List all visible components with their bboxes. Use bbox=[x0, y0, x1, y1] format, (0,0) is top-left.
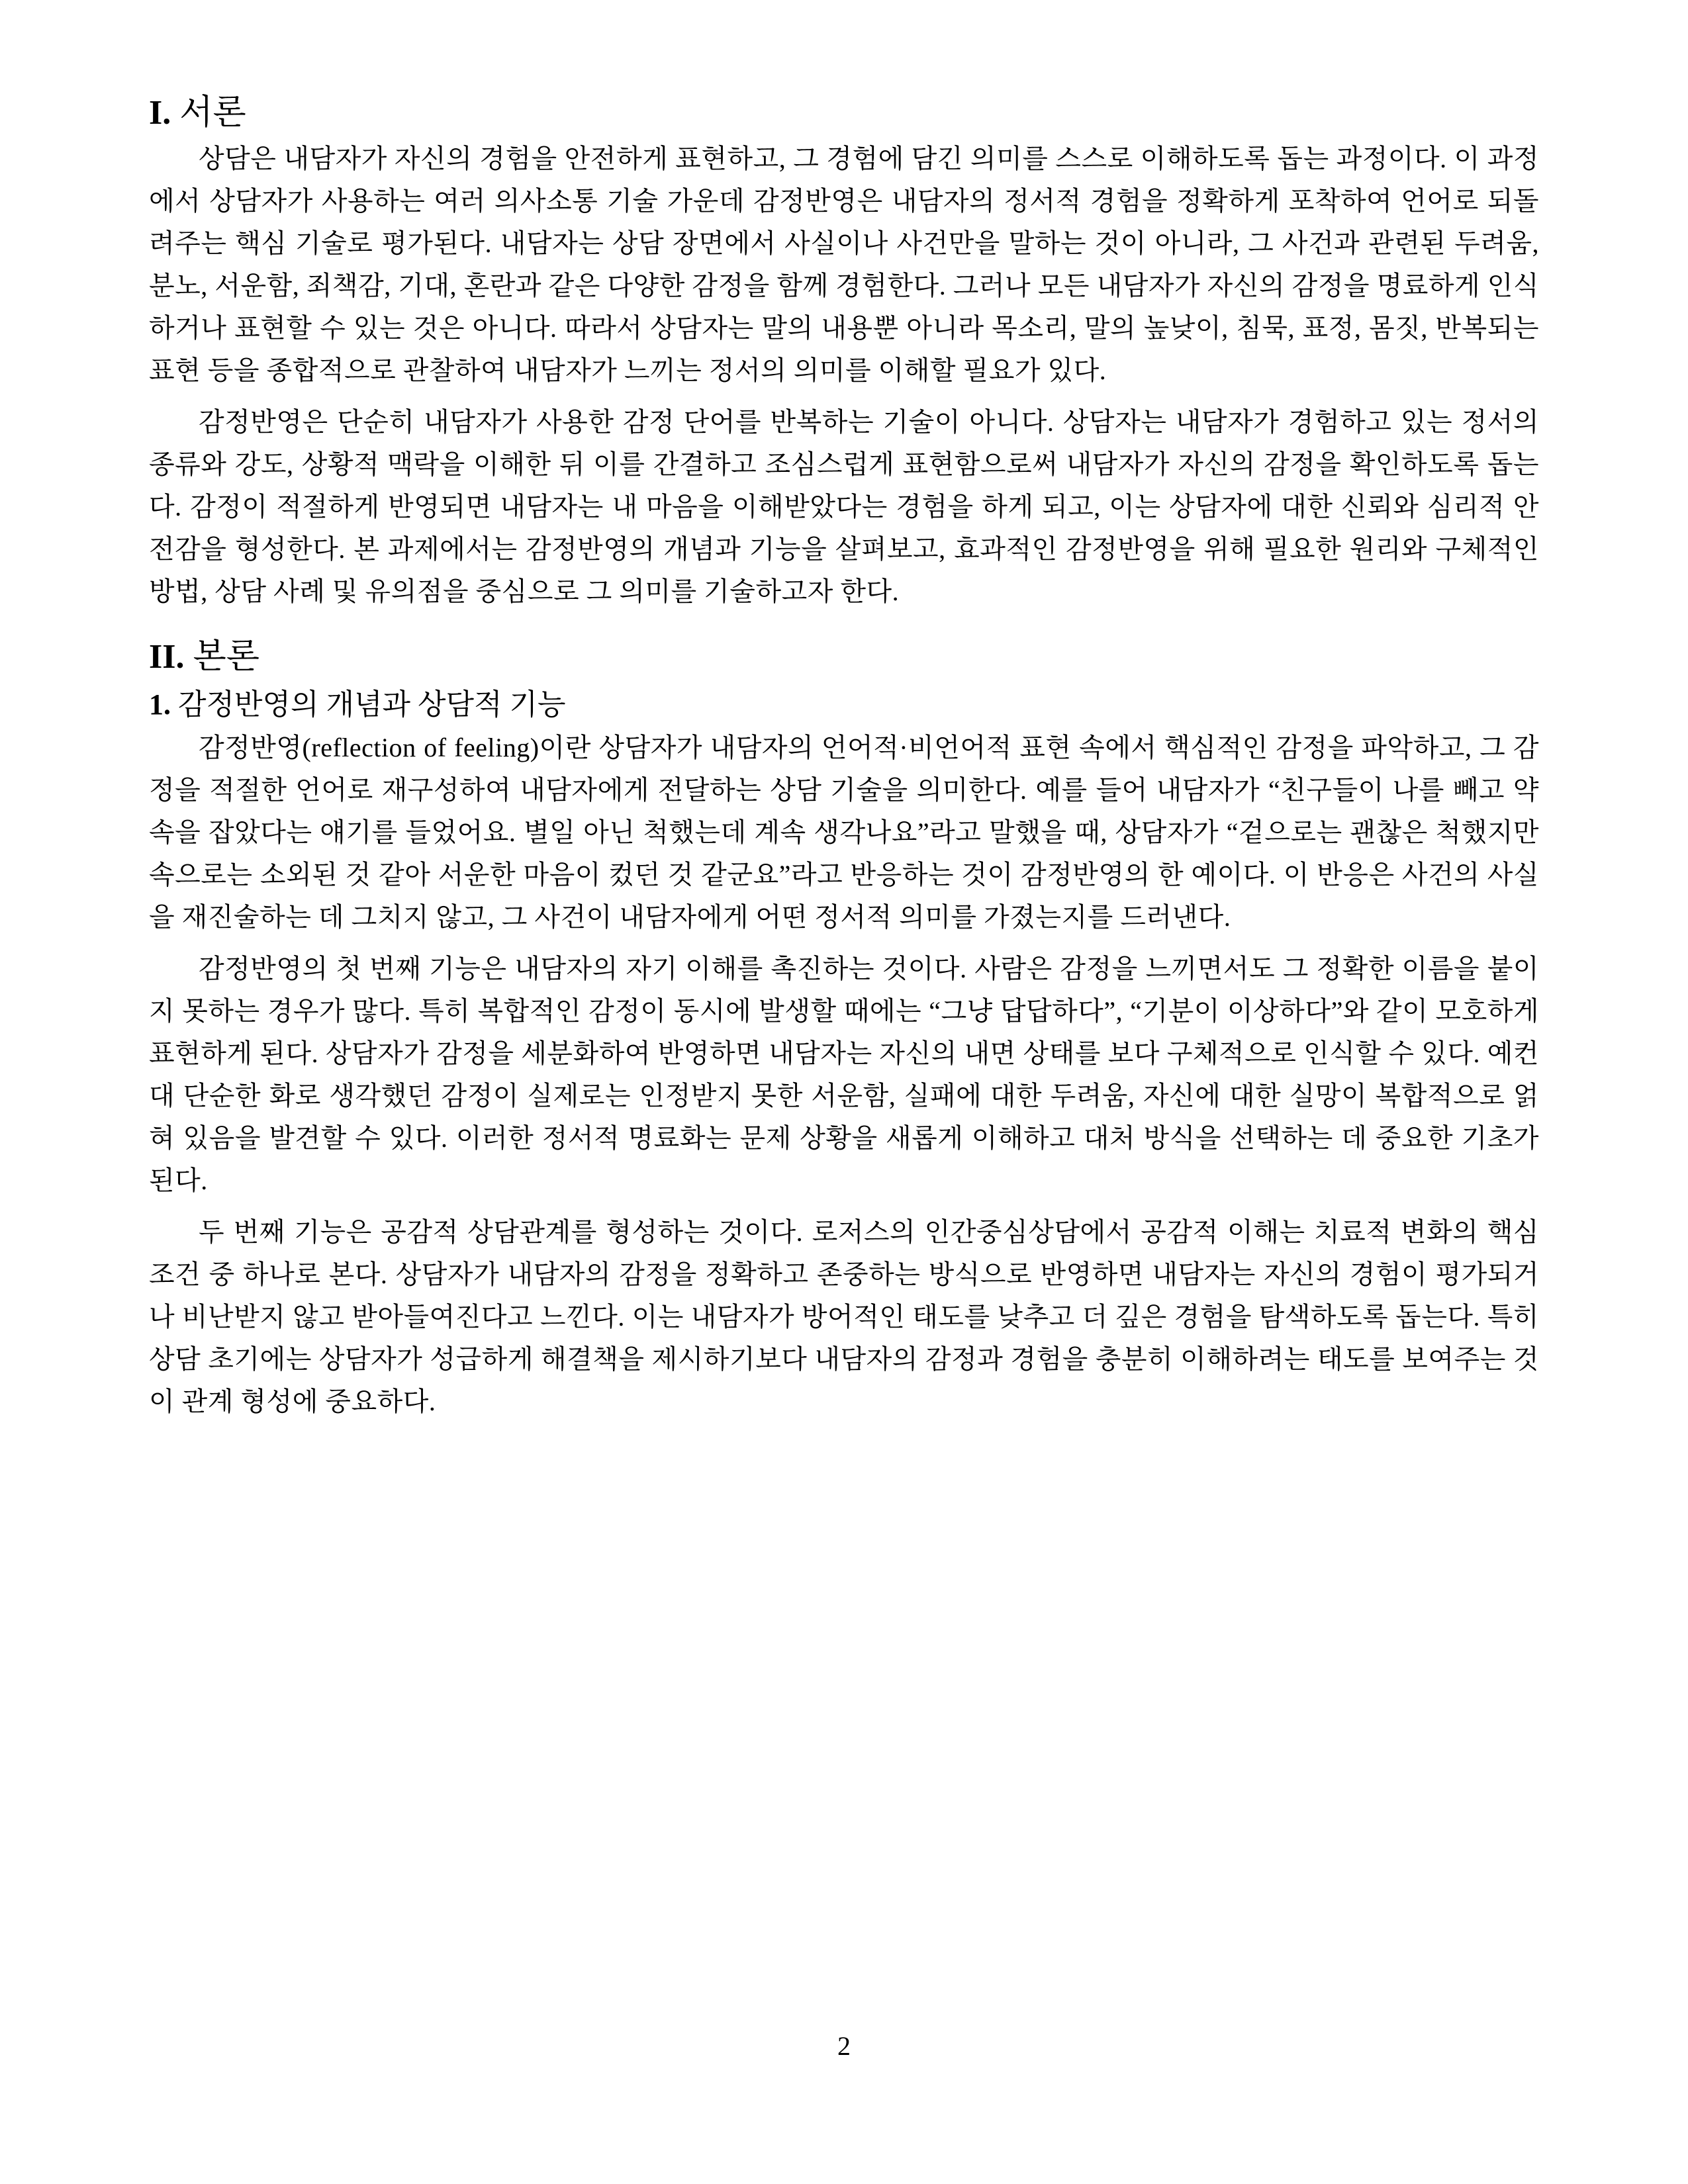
section-heading-number: I. bbox=[149, 94, 171, 132]
page-content bbox=[149, 93, 1539, 1423]
section-heading-text: 본론 bbox=[193, 638, 259, 676]
paragraph: 감정반영의 첫 번째 기능은 내담자의 자기 이해를 촉진하는 것이다. 사람은 감정을 느끼면서도 그 정확한 이름을 붙이지 못하는 경우가 많다. 특히 복합적인 감정이 동시에 발생할 때에는 “그냥 답답하다”, “기분이 이상하다”와 같이 모호하게 표현하게 된다. 상담자가 감정을 세분화하여 반영하면 내담자는 자신의 내면 상태를 보다 구체적으로 인식할 수 있다. 예컨대 단순한 화로 생각했던 감정이 실제로는 인정받지 못한 서운함, 실패에 대한 두려움, 자신에 대한 실망이 복합적으로 얽혀 있음을 발견할 수 있다. 이러한 정서적 명료화는 문제 상황을 새롭게 이해하고 대처 방식을 선택하는 데 중요한 기초가 된다. bbox=[149, 953, 1539, 1195]
subsection-heading bbox=[149, 688, 1539, 723]
section-heading-intro bbox=[149, 93, 1539, 134]
section-heading-text: 서론 bbox=[179, 94, 246, 132]
page-number: 2 bbox=[837, 2031, 851, 2061]
section-heading-number: II. bbox=[149, 638, 185, 676]
section-heading-body bbox=[149, 637, 1539, 678]
paragraph: 상담은 내담자가 자신의 경험을 안전하게 표현하고, 그 경험에 담긴 의미를 스스로 이해하도록 돕는 과정이다. 이 과정에서 상담자가 사용하는 여러 의사소통 기술 가운데 감정반영은 내담자의 정서적 경험을 정확하게 포착하여 언어로 되돌려주는 핵심 기술로 평가된다. 내담자는 상담 장면에서 사실이나 사건만을 말하는 것이 아니라, 그 사건과 관련된 두려움, 분노, 서운함, 죄책감, 기대, 혼란과 같은 다양한 감정을 함께 경험한다. 그러나 모든 내담자가 자신의 감정을 명료하게 인식하거나 표현할 수 있는 것은 아니다. 따라서 상담자는 말의 내용뿐 아니라 목소리, 말의 높낮이, 침묵, 표정, 몸짓, 반복되는 표현 등을 종합적으로 관찰하여 내담자가 느끼는 정서의 의미를 이해할 필요가 있다. bbox=[149, 144, 1539, 386]
paragraph: 두 번째 기능은 공감적 상담관계를 형성하는 것이다. 로저스의 인간중심상담에서 공감적 이해는 치료적 변화의 핵심 조건 중 하나로 본다. 상담자가 내담자의 감정을 정확하고 존중하는 방식으로 반영하면 내담자는 자신의 경험이 평가되거나 비난받지 않고 받아들여진다고 느낀다. 이는 내담자가 방어적인 태도를 낮추고 더 깊은 경험을 탐색하도록 돕는다. 특히 상담 초기에는 상담자가 성급하게 해결책을 제시하기보다 내담자의 감정과 경험을 충분히 이해하려는 태도를 보여주는 것이 관계 형성에 중요하다. bbox=[149, 1216, 1539, 1416]
subsection-heading-number: 1. bbox=[149, 688, 171, 721]
paragraph: 감정반영(reflection of feeling)이란 상담자가 내담자의 언어적·비언어적 표현 속에서 핵심적인 감정을 파악하고, 그 감정을 적절한 언어로 재구성하여 내담자에게 전달하는 상담 기술을 의미한다. 예를 들어 내담자가 “친구들이 나를 빼고 약속을 잡았다는 얘기를 들었어요. 별일 아닌 척했는데 계속 생각나요”라고 말했을 때, 상담자가 “겉으로는 괜찮은 척했지만 속으로는 소외된 것 같아 서운한 마음이 컸던 것 같군요”라고 반응하는 것이 감정반영의 한 예이다. 이 반응은 사건의 사실을 재진술하는 데 그치지 않고, 그 사건이 내담자에게 어떤 정서적 의미를 가졌는지를 드러낸다. bbox=[149, 732, 1539, 932]
subsection-heading-text: 감정반영의 개념과 상담적 기능 bbox=[178, 688, 566, 721]
paragraph: 감정반영은 단순히 내담자가 사용한 감정 단어를 반복하는 기술이 아니다. 상담자는 내담자가 경험하고 있는 정서의 종류와 강도, 상황적 맥락을 이해한 뒤 이를 간결하고 조심스럽게 표현함으로써 내담자가 자신의 감정을 확인하도록 돕는다. 감정이 적절하게 반영되면 내담자는 내 마음을 이해받았다는 경험을 하게 되고, 이는 상담자에 대한 신뢰와 심리적 안전감을 형성한다. 본 과제에서는 감정반영의 개념과 기능을 살펴보고, 효과적인 감정반영을 위해 필요한 원리와 구체적인 방법, 상담 사례 및 유의점을 중심으로 그 의미를 기술하고자 한다. bbox=[149, 407, 1539, 607]
